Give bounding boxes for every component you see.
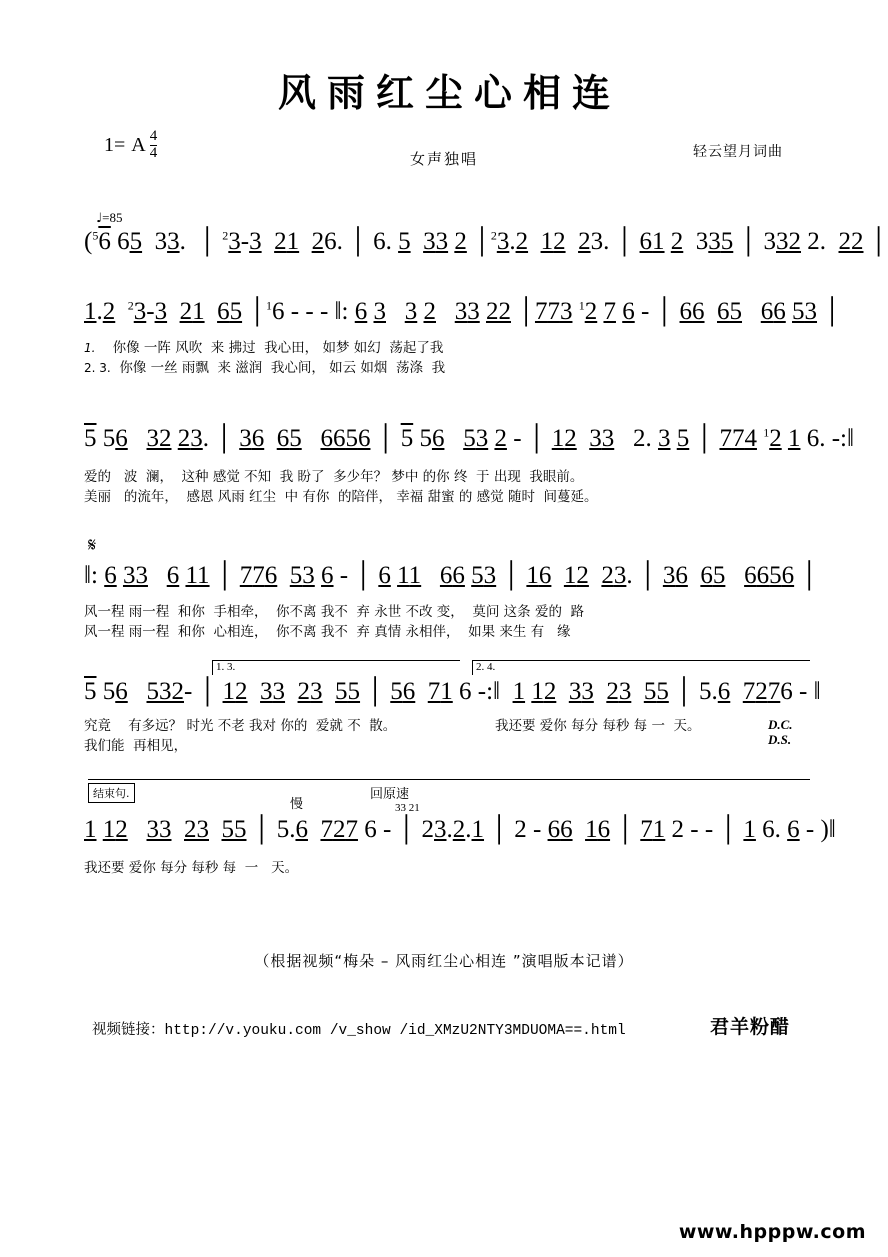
video-link[interactable] bbox=[92, 1018, 626, 1039]
system-2 bbox=[84, 298, 841, 378]
page-title: 风雨红尘心相连 bbox=[277, 70, 621, 115]
system-4 bbox=[84, 562, 819, 642]
system-3 bbox=[84, 425, 854, 507]
seal-stamp: 君羊粉醋 bbox=[709, 1016, 790, 1038]
verse-number-2: 2. 3. bbox=[84, 360, 111, 375]
system-1-notes: ($^5$6 65 33. │ $^2$3-3 21 26. │ 6. 5 33 2 │$^2$3.2 12 23. │ 61 2 335 │ 332 2. 22 │ bbox=[84, 228, 888, 255]
key-letter: A bbox=[131, 133, 146, 156]
key-label: 1= bbox=[104, 133, 126, 156]
system-3-lyric-2: 美丽 的流年， 感恩 风雨 红尘 中 有你 的陪伴， 幸福 甜蜜 的 感觉 随时 间蔓延。 bbox=[84, 488, 598, 505]
lyric-text: 你像 一丝 雨飘 来 滋润 我心间， 如云 如烟 荡涤 我 bbox=[119, 359, 446, 376]
slow-marking: 慢 bbox=[290, 797, 304, 812]
lyric-text: 究竟 有多远？ 时光 不老 我对 你的 爱就 不 散。 bbox=[84, 717, 397, 734]
source-note: （根据视频“梅朵 – 风雨红尘心相连 ”演唱版本记谱） bbox=[254, 952, 634, 970]
coda-bracket-line bbox=[88, 779, 810, 781]
segno-icon: 𝄋 bbox=[88, 534, 97, 556]
a-tempo-marking: 回原速 bbox=[370, 787, 410, 802]
dc-ds-marking bbox=[768, 718, 793, 748]
system-5 bbox=[84, 678, 821, 756]
grace-notes: 33 21 bbox=[395, 802, 420, 814]
system-3-lyric-1: 爱的 波 澜， 这种 感觉 不知 我 盼了 多少年？ 梦中 的你 终 于 出现 我眼前。 bbox=[84, 468, 584, 485]
system-4-lyric-2: 风一程 雨一程 和你 心相连， 你不离 我不 弃 真情 永相伴， 如果 来生 有 缘 bbox=[84, 623, 571, 640]
system-4-lyric-1: 风一程 雨一程 和你 手相牵， 你不离 我不 弃 永世 不改 变， 莫问 这条 爱的 路 bbox=[84, 603, 585, 620]
lyric-text-alt: 我还要 爱你 每分 每秒 每 一 天。 bbox=[495, 717, 701, 734]
system-4-notes: ‖: 6 33 6 11 │ 776 53 6 - │ 6 11 66 53 │ 16 12 23. │ 36 65 6656 │ bbox=[84, 562, 819, 589]
subtitle: 女声独唱 bbox=[409, 150, 478, 168]
site-watermark: www.hpppw.com bbox=[678, 1221, 866, 1243]
system-6-notes: 1 12 33 23 55 │ 5.6 727 6 - │ 23.2.1 │ 2 - 66 16 │ 71 2 - - │ 1 6. 6 - )‖ bbox=[84, 816, 836, 843]
dc-label: D.C. bbox=[768, 717, 793, 732]
lyric-text: 你像 一阵 风吹 来 拂过 我心田， 如梦 如幻 荡起了我 bbox=[112, 339, 444, 356]
quarter-note-icon: ♩ bbox=[96, 211, 103, 226]
system-5-notes: 5 56 532- │ 12 33 23 55 │ 56 71 6 -:‖ 1 12 33 23 55 │ 5.6 7276 - ‖ bbox=[84, 678, 821, 705]
system-6 bbox=[84, 816, 836, 878]
system-2-lyric-2 bbox=[84, 358, 810, 378]
tempo-marking bbox=[96, 210, 122, 226]
system-1 bbox=[84, 228, 888, 256]
time-sig-denominator: 4 bbox=[149, 144, 158, 161]
volta-bracket-1: 1. 3. bbox=[212, 660, 460, 675]
system-2-notes: 1.2 $^2$3-3 21 65 │$^1$6 - - - ‖: 6 3 3 2 33 22 │773 $^1$2 7 6 - │ 66 65 66 53 │ bbox=[84, 298, 841, 325]
verse-number-1: 1. bbox=[84, 340, 96, 355]
ds-label: D.S. bbox=[768, 731, 792, 747]
video-link-url[interactable]: http://v.youku.com /v_show /id_XMzU2NTY3MDUOMA==.html bbox=[164, 1023, 626, 1039]
video-link-label: 视频链接： bbox=[92, 1023, 165, 1039]
tempo-value: =85 bbox=[102, 210, 123, 225]
system-5-lyric-2: 我们能 再相见， bbox=[84, 737, 188, 754]
volta-bracket-2: 2. 4. bbox=[472, 660, 810, 675]
system-6-lyric: 我还要 爱你 每分 每秒 每 一 天。 bbox=[84, 859, 299, 876]
time-sig-numerator: 4 bbox=[149, 128, 158, 144]
ending-phrase-label: 结束句. bbox=[88, 783, 135, 803]
system-5-lyric-1 bbox=[84, 716, 810, 736]
composer-credit: 轻云望月词曲 bbox=[693, 144, 783, 160]
system-3-notes: 5 56 32 23. │ 36 65 6656 │ 5 56 53 2 - │ 12 33 2. 3 5 │ 774 $^1$2 1 6. -:‖ bbox=[84, 425, 854, 452]
system-2-lyric-1 bbox=[84, 338, 810, 358]
